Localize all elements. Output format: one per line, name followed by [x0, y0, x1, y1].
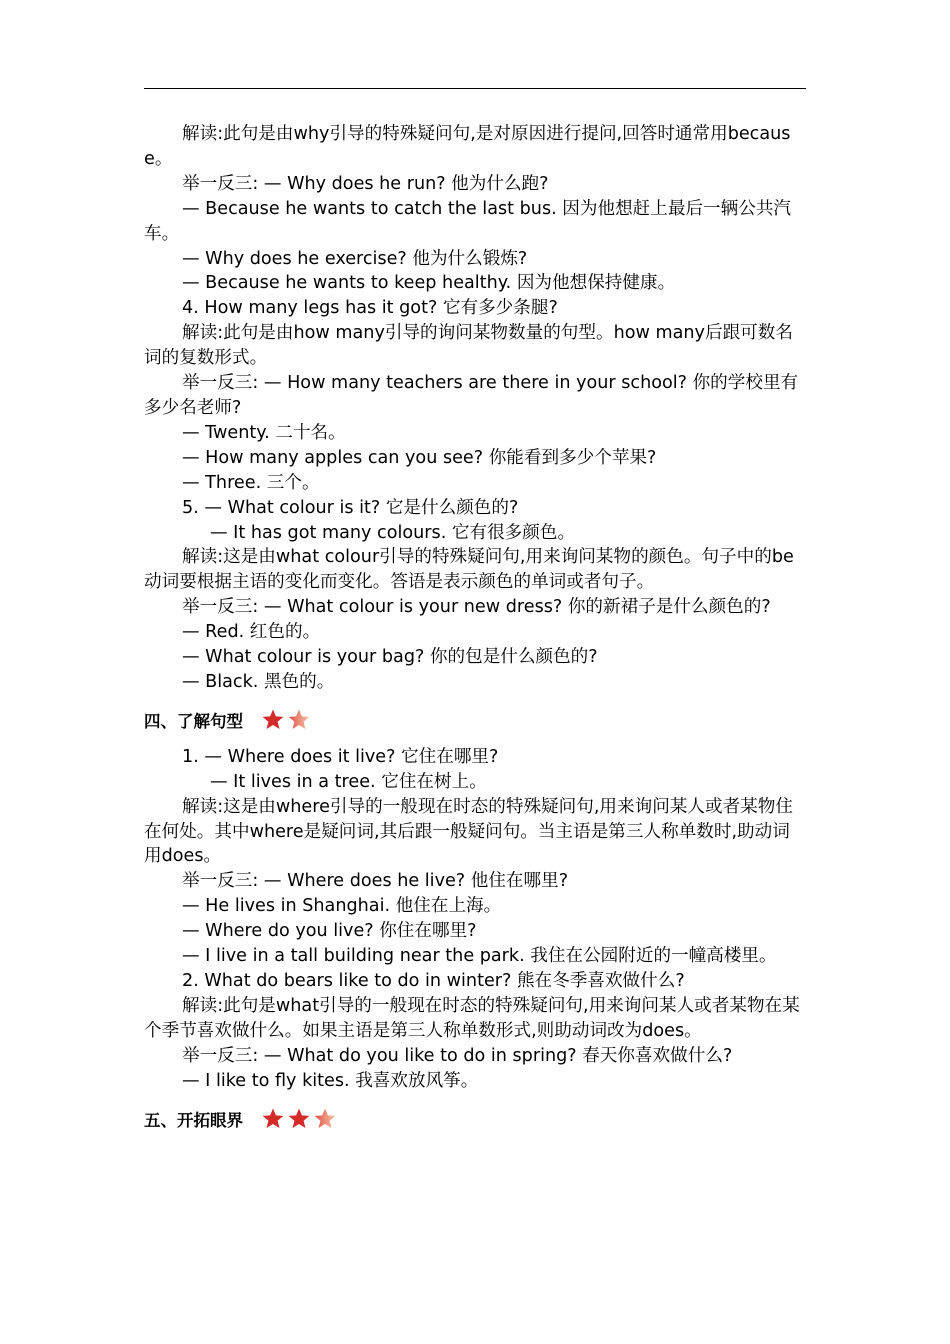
difficulty-rating: [261, 1107, 339, 1131]
paragraph: — I like to fly kites. 我喜欢放风筝。: [182, 1070, 479, 1091]
paragraph: 解读:此句是what引导的一般现在时态的特殊疑问句,用来询问某人或者某物在某个季节喜欢做什么。如果主语是第三人称单数形式,则助动词改为does。: [144, 995, 800, 1041]
header-rule: [144, 88, 806, 89]
star-icon: [261, 708, 285, 732]
paragraph: 解读:此句是由how many引导的询问某物数量的句型。how many后跟可数名词的复数形式。: [144, 323, 793, 369]
paragraph: — Where do you live? 你住在哪里?: [182, 921, 477, 942]
paragraph: — It has got many colours. 它有很多颜色。: [210, 522, 576, 543]
explanation-block-section-4: [144, 745, 804, 1094]
paragraph: — Because he wants to keep healthy. 因为他想保持健康。: [182, 273, 676, 294]
paragraph: 举一反三: — What colour is your new dress? 你的新裙子是什么颜色的?: [182, 597, 771, 618]
paragraph: — Black. 黑色的。: [182, 671, 335, 692]
document-body: [144, 122, 804, 1144]
difficulty-rating: [261, 708, 313, 732]
paragraph: — How many apples can you see? 你能看到多少个苹果?: [182, 447, 657, 468]
paragraph: — I live in a tall building near the park. 我住在公园附近的一幢高楼里。: [182, 946, 777, 967]
paragraph: 解读:这是由where引导的一般现在时态的特殊疑问句,用来询问某人或者某物住在何处。其中where是疑问词,其后跟一般疑问句。当主语是第三人称单数时,助动词用does。: [144, 796, 793, 867]
star-icon: [287, 1107, 311, 1131]
paragraph: — Why does he exercise? 他为什么锻炼?: [182, 248, 528, 269]
paragraph: 5. — What colour is it? 它是什么颜色的?: [182, 497, 519, 518]
section-heading-4: [144, 695, 804, 745]
star-icon: [261, 1107, 285, 1131]
section-heading-5: [144, 1094, 804, 1144]
paragraph: — Because he wants to catch the last bus. 因为他想赶上最后一辆公共汽车。: [144, 198, 792, 244]
paragraph: 解读:这是由what colour引导的特殊疑问句,用来询问某物的颜色。句子中的be动词要根据主语的变化而变化。答语是表示颜色的单词或者句子。: [144, 547, 794, 593]
paragraph: 1. — Where does it live? 它住在哪里?: [182, 746, 499, 767]
paragraph: — It lives in a tree. 它住在树上。: [210, 771, 487, 792]
document-page: [144, 0, 808, 1344]
paragraph: — Twenty. 二十名。: [182, 422, 346, 443]
paragraph: 举一反三: — What do you like to do in spring? 春天你喜欢做什么?: [182, 1045, 733, 1066]
half-star-icon: [313, 1107, 337, 1131]
explanation-block-3-5: [144, 122, 804, 695]
paragraph: — Three. 三个。: [182, 472, 320, 493]
paragraph: 2. What do bears like to do in winter? 熊在冬季喜欢做什么?: [182, 971, 685, 991]
paragraph: — Red. 红色的。: [182, 622, 321, 643]
section-title: 四、了解句型: [144, 711, 243, 731]
paragraph: — He lives in Shanghai. 他住在上海。: [182, 896, 502, 917]
paragraph: 解读:此句是由why引导的特殊疑问句,是对原因进行提问,回答时通常用because。: [144, 124, 791, 169]
paragraph: 4. How many legs has it got? 它有多少条腿?: [182, 298, 558, 319]
paragraph: 举一反三: — Why does he run? 他为什么跑?: [182, 173, 549, 194]
paragraph: 举一反三: — How many teachers are there in your school? 你的学校里有多少名老师?: [144, 373, 799, 418]
section-title: 五、开拓眼界: [144, 1110, 243, 1130]
paragraph: — What colour is your bag? 你的包是什么颜色的?: [182, 647, 598, 668]
half-star-icon: [287, 708, 311, 732]
paragraph: 举一反三: — Where does he live? 他住在哪里?: [182, 871, 569, 892]
